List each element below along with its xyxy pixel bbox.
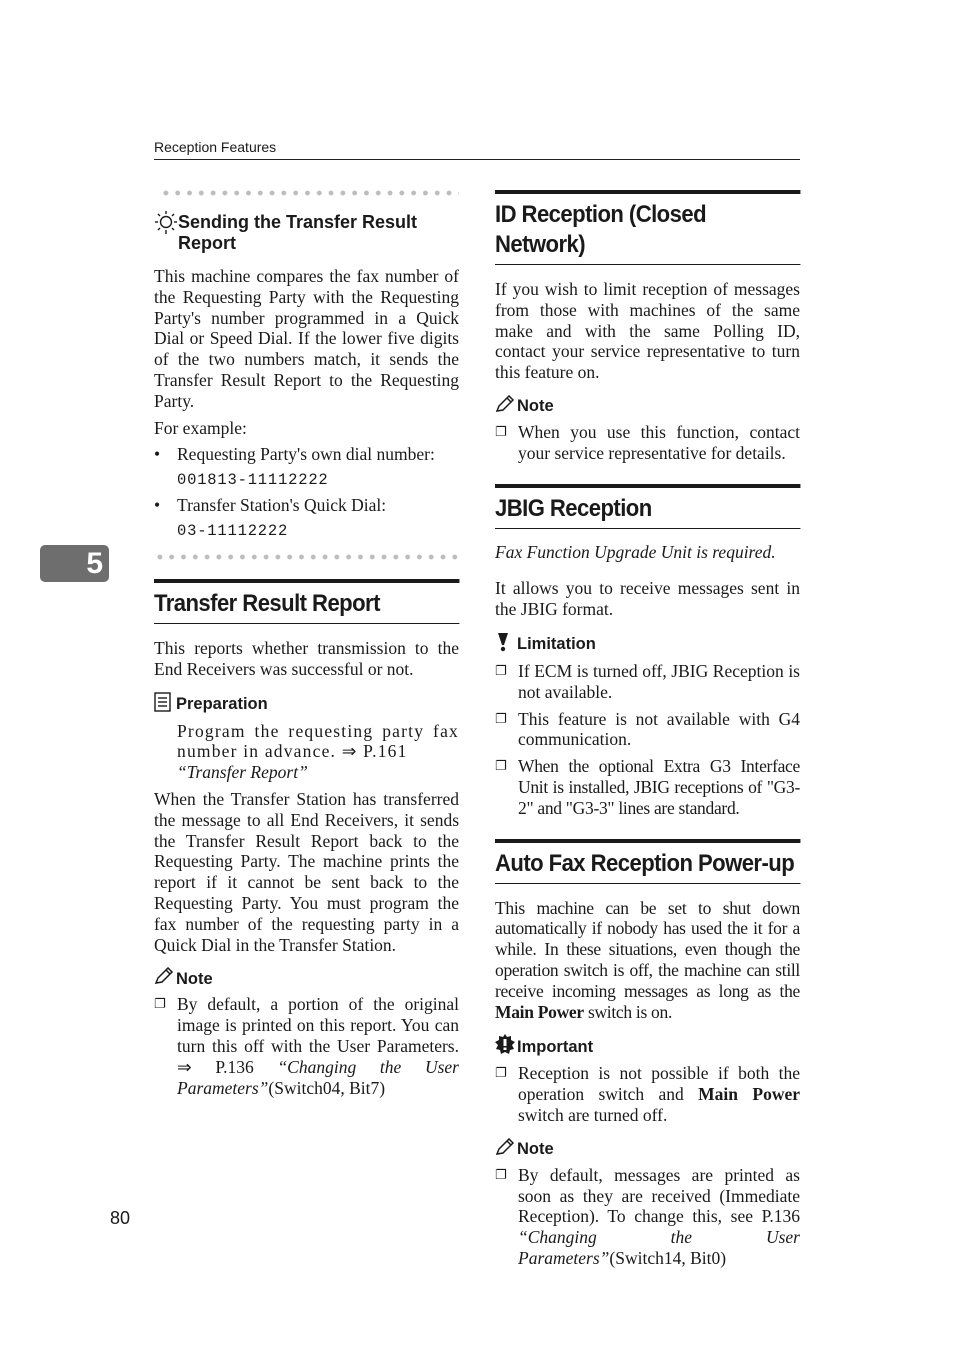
bullet-2-text: Transfer Station's Quick Dial:	[177, 495, 387, 516]
limitation-item-1	[495, 661, 800, 703]
tip-paragraph: This machine compares the fax number of the Requesting Party with the Requesting Party's number programmed in a Quick Dial or Speed Dial. If the lower five digits of the two numbers match, it sends the Transfer Result Report to the Requesting Party.	[154, 266, 459, 411]
heading-id-reception: ID Reception (Closed Network)	[495, 190, 800, 265]
note-heading-id	[495, 395, 800, 418]
limitation-3-text: When the optional Extra G3 Interface Unit is installed, JBIG receptions of "G3-2" and "G3-3" lines are standard.	[518, 756, 800, 818]
preparation-body	[177, 721, 459, 783]
limitation-item-3	[495, 756, 800, 818]
jbig-paragraph: It allows you to receive messages sent in the JBIG format.	[495, 578, 800, 620]
example-code-2: 03-11112222	[177, 521, 289, 540]
running-header: Reception Features	[154, 139, 277, 155]
for-example-text: For example:	[154, 417, 247, 438]
limitation-label: Limitation	[517, 635, 596, 654]
exclamation-icon	[495, 632, 511, 652]
bullet-1-text: Requesting Party's own dial number:	[177, 444, 435, 465]
tip-title-line1: Sending the Transfer Result	[178, 212, 418, 232]
main-power-bold: Main Power	[495, 1001, 584, 1022]
example-bullet-1: • Requesting Party's own dial number:	[154, 444, 459, 465]
heading-auto-fax-power-up: Auto Fax Reception Power-up	[495, 839, 800, 884]
checkbox-icon: ❐	[495, 759, 507, 775]
limitation-2-text: This feature is not available with G4 communication.	[518, 708, 800, 750]
limitation-heading	[495, 632, 800, 657]
left-column	[154, 188, 459, 1098]
page-number: 80	[110, 1208, 131, 1228]
transfer-paragraph: This reports whether transmission to the End Receivers was successful or not.	[154, 637, 459, 679]
checkbox-icon: ❐	[495, 663, 507, 679]
important-label: Important	[517, 1037, 594, 1056]
tip-bottom-dots	[154, 552, 459, 562]
station-paragraph: When the Transfer Station has transferred the message to all End Receivers, it sends the Transfer Result Report back to the Requesting Party. The machine prints the report if it cannot be sent back to the Requesting Party. You must program the fax number of the requesting party in a Quick Dial in the Transfer Station.	[154, 788, 459, 955]
tip-heading	[154, 212, 459, 254]
important-heading	[495, 1034, 800, 1059]
preparation-ref: “Transfer Report”	[177, 762, 308, 783]
example-code-1: 001813-11112222	[177, 471, 329, 490]
tip-title-line2: Report	[178, 233, 236, 253]
note-heading-left	[154, 967, 459, 990]
auto-paragraph: This machine can be set to shut down automatically if nobody has used the it for a while. In these situations, even though the operation switch is off, the machine can still receive incoming messages as long as the Main Power switch is on.	[495, 897, 800, 1022]
checkbox-icon: ❐	[495, 711, 507, 727]
pencil-icon	[154, 967, 174, 985]
checklist-icon	[154, 692, 172, 712]
pencil-icon	[495, 395, 515, 413]
note-label-auto: Note	[517, 1140, 554, 1159]
id-note-text: When you use this function, contact your service representative for details.	[518, 421, 800, 463]
limitation-item-2	[495, 709, 800, 751]
note-ref-left: “Changing the User Parameters”	[177, 1056, 459, 1098]
preparation-text: Program the requesting party fax number in advance. ⇒ P.161	[177, 720, 459, 762]
checkbox-icon: ❐	[495, 1066, 507, 1082]
note-item-auto: ❐ By default, messages are printed as soon as they are received (Immediate Reception). To change this, see P.136 “Changing the User Parameters”(Switch14, Bit0)	[495, 1164, 800, 1268]
note-item-id	[495, 422, 800, 464]
tip-top-dots	[160, 188, 459, 198]
note-heading-auto	[495, 1138, 800, 1161]
note-text-left: By default, a portion of the original image is printed on this report. You can turn this off with the User Parameters. ⇒ P.136	[177, 994, 459, 1077]
checkbox-icon: ❐	[495, 1167, 507, 1183]
note-item-left	[154, 994, 459, 1098]
checkbox-icon: ❐	[495, 424, 507, 440]
lightbulb-icon	[154, 210, 178, 236]
note-label-id: Note	[517, 397, 554, 416]
checkbox-icon: ❐	[154, 997, 166, 1013]
heading-transfer-result-report: Transfer Result Report	[154, 579, 459, 624]
chapter-tab: 5	[40, 545, 109, 582]
preparation-heading	[154, 692, 459, 717]
heading-jbig-reception: JBIG Reception	[495, 484, 800, 529]
important-item: ❐ Reception is not possible if both the operation switch and Main Power switch are turned off.	[495, 1063, 800, 1125]
important-seal-icon	[495, 1034, 515, 1054]
jbig-requirement: Fax Function Upgrade Unit is required.	[495, 541, 776, 562]
example-bullet-2: • Transfer Station's Quick Dial:	[154, 495, 387, 516]
pencil-icon	[495, 1138, 515, 1156]
header-rule	[154, 159, 800, 160]
preparation-label: Preparation	[176, 695, 268, 714]
id-paragraph: If you wish to limit reception of messages from those with machines of the same make and with the same Polling ID, contact your service representative to turn this feature on.	[495, 279, 800, 383]
note-tail-left: (Switch04, Bit7)	[268, 1077, 386, 1098]
limitation-1-text: If ECM is turned off, JBIG Reception is not available.	[518, 660, 800, 702]
note-label-left: Note	[176, 969, 213, 988]
right-column	[495, 190, 800, 1269]
